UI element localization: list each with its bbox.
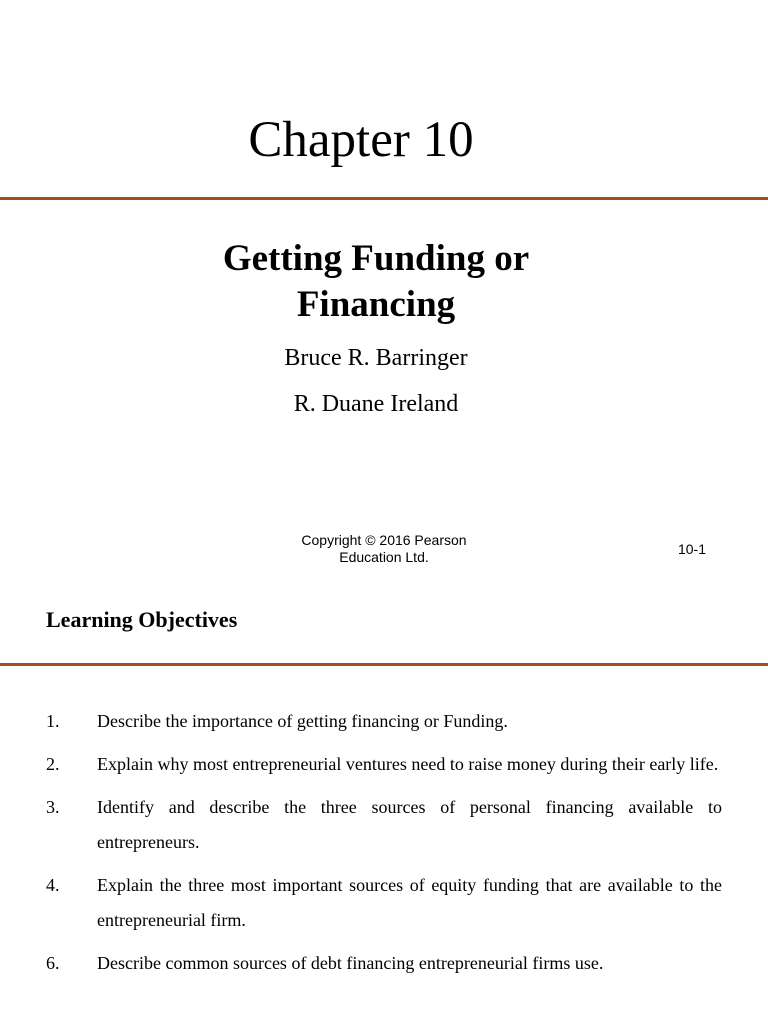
list-item bbox=[46, 747, 722, 782]
copyright-line-2: Education Ltd. bbox=[339, 549, 429, 565]
list-item bbox=[46, 704, 722, 739]
section-heading: Learning Objectives bbox=[46, 607, 238, 632]
item-text: Identify and describe the three sources of personal financing available to entrepreneurs. bbox=[97, 797, 722, 852]
copyright-line-1: Copyright © 2016 Pearson bbox=[301, 532, 467, 548]
chapter-title: Chapter 10 bbox=[248, 112, 474, 168]
slide-title bbox=[0, 236, 752, 328]
slide-title-line-1: Getting Funding or bbox=[222, 238, 530, 279]
item-number: 4. bbox=[46, 875, 60, 895]
item-number: 1. bbox=[46, 711, 60, 731]
list-item bbox=[46, 946, 722, 981]
slide-title-line-2: Financing bbox=[296, 284, 456, 325]
item-text: Describe common sources of debt financing entrepreneurial firms use. bbox=[97, 953, 604, 973]
author-name: R. Duane Ireland bbox=[293, 391, 459, 417]
item-text: Explain the three most important sources of equity funding that are available to the entrepreneurial firm. bbox=[97, 875, 722, 930]
author-name: Bruce R. Barringer bbox=[284, 345, 468, 371]
item-number: 2. bbox=[46, 754, 60, 774]
item-number: 3. bbox=[46, 797, 60, 817]
item-text: Describe the importance of getting financing or Funding. bbox=[97, 711, 508, 731]
list-item bbox=[46, 790, 722, 860]
item-text: Explain why most entrepreneurial ventures need to raise money during their early life. bbox=[97, 754, 719, 774]
title-divider bbox=[0, 197, 768, 200]
heading-divider bbox=[0, 663, 768, 666]
objectives-list bbox=[46, 704, 722, 989]
copyright-notice bbox=[270, 532, 498, 566]
slide-number: 10-1 bbox=[677, 541, 707, 557]
list-item bbox=[46, 868, 722, 938]
item-number: 6. bbox=[46, 953, 60, 973]
